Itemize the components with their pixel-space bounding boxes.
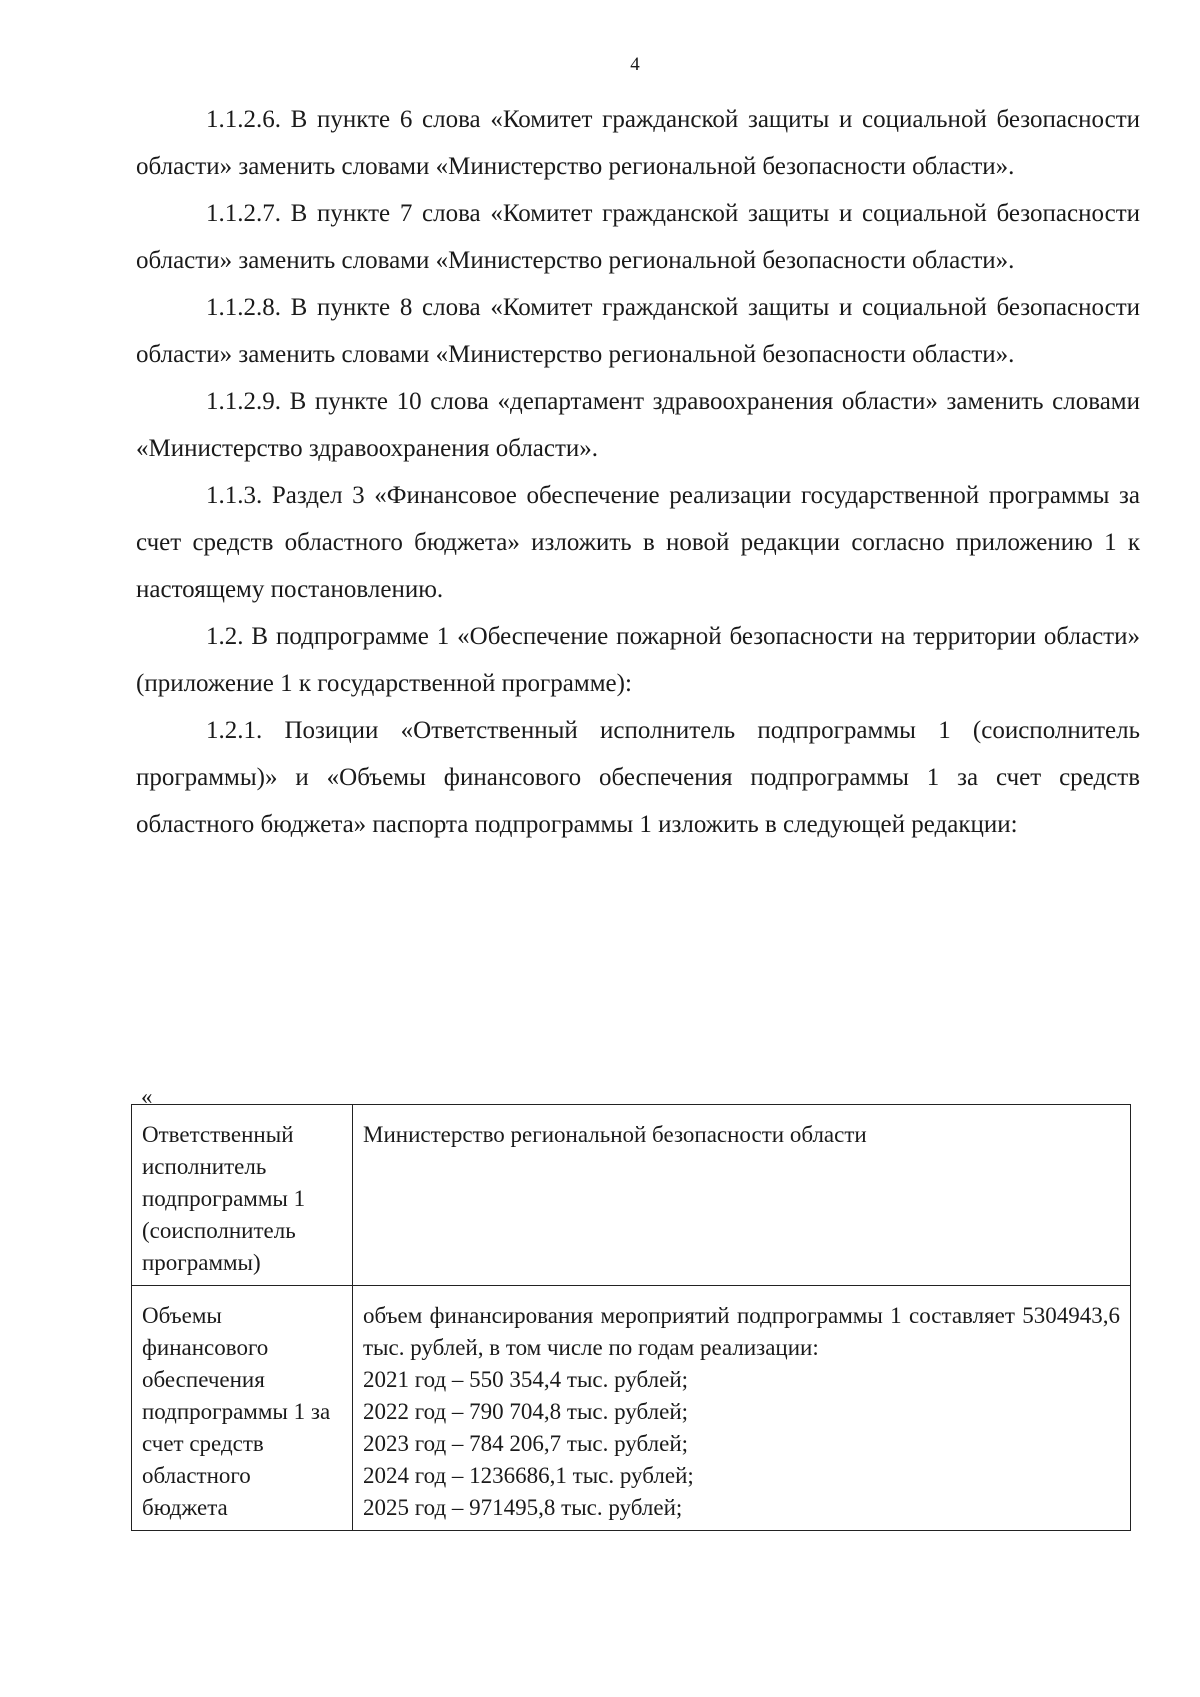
paragraph-1-1-3: 1.1.3. Раздел 3 «Финансовое обеспечение реализации государственной программы за счет средств областного бюджета» изложить в новой редакции согласно приложению 1 к настоящему постановлению. (136, 482, 1140, 603)
responsible-executor-value: Министерство региональной безопасности области (353, 1105, 1131, 1286)
responsible-executor-label: Ответственный исполнитель подпрограммы 1 (соисполнитель программы) (132, 1105, 353, 1286)
table-row (132, 1286, 1131, 1531)
paragraph-1-1-2-8: 1.1.2.8. В пункте 8 слова «Комитет гражданской защиты и социальной безопасности области» заменить словами «Министерство региональной безопасности области». (136, 294, 1140, 368)
financing-year-2021: 2021 год – 550 354,4 тыс. рублей; (363, 1367, 689, 1392)
financing-volume-value (353, 1286, 1131, 1531)
financing-volume-label: Объемы финансового обеспечения подпрограммы 1 за счет средств областного бюджета (132, 1286, 353, 1531)
paragraph-1-1-2-7: 1.1.2.7. В пункте 7 слова «Комитет гражданской защиты и социальной безопасности области» заменить словами «Министерство региональной безопасности области». (136, 200, 1140, 274)
document-body (136, 96, 1140, 848)
opening-quote-mark: « (141, 1084, 153, 1109)
financing-year-2023: 2023 год – 784 206,7 тыс. рублей; (363, 1431, 689, 1456)
financing-year-2022: 2022 год – 790 704,8 тыс. рублей; (363, 1399, 689, 1424)
paragraph-1-1-2-6: 1.1.2.6. В пункте 6 слова «Комитет гражданской защиты и социальной безопасности области» заменить словами «Министерство региональной безопасности области». (136, 106, 1140, 180)
page-number: 4 (630, 54, 640, 75)
paragraph-1-1-2-9: 1.1.2.9. В пункте 10 слова «департамент здравоохранения области» заменить словами «Министерство здравоохранения области». (136, 388, 1140, 462)
paragraph-1-2-1: 1.2.1. Позиции «Ответственный исполнитель подпрограммы 1 (соисполнитель программы)» и «Объемы финансового обеспечения подпрограммы 1 за счет средств областного бюджета» паспорта подпрограммы 1 изложить в следующей редакции: (136, 717, 1140, 838)
passport-table (131, 1104, 1131, 1531)
paragraph-1-2: 1.2. В подпрограмме 1 «Обеспечение пожарной безопасности на территории области» (приложение 1 к государственной программе): (136, 623, 1140, 697)
table-row (132, 1105, 1131, 1286)
financing-year-2024: 2024 год – 1236686,1 тыс. рублей; (363, 1463, 694, 1488)
financing-intro: объем финансирования мероприятий подпрограммы 1 составляет 5304943,6 тыс. рублей, в том числе по годам реализации: (363, 1303, 1120, 1360)
financing-year-2025: 2025 год – 971495,8 тыс. рублей; (363, 1495, 683, 1520)
